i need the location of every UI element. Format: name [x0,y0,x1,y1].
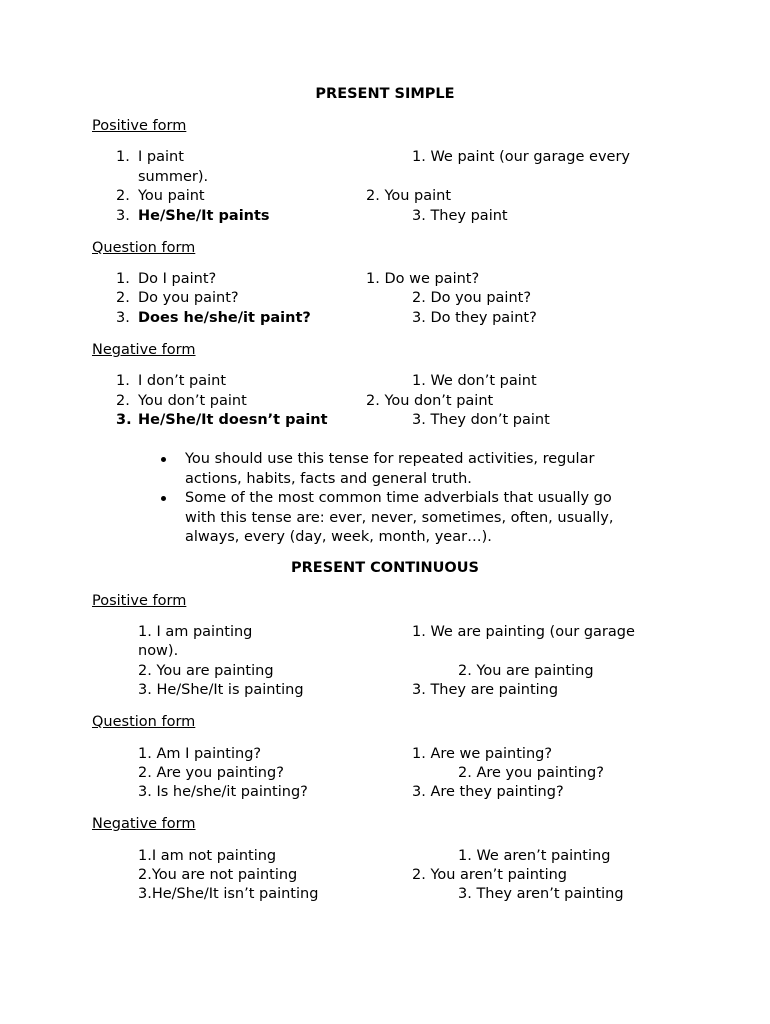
present-simple-title: PRESENT SIMPLE [315,86,455,102]
ps-note-1-line-1: You should use this tense for repeated activities, regular [185,451,595,467]
ps-pos-plur-3: 3. They paint [412,208,508,224]
pc-q-sing-3: 3. Is he/she/it painting? [138,784,308,800]
ps-pos-num-1: 1. [116,149,130,165]
ps-q-num-3: 3. [116,310,130,326]
ps-pos-plur-1: 1. We paint (our garage every [412,149,630,165]
ps-q-plur-1: 1. Do we paint? [366,271,480,287]
ps-negative-heading: Negative form [92,342,196,358]
pc-q-sing-1: 1. Am I painting? [138,746,262,762]
pc-pos-plur-1: 1. We are painting (our garage [412,624,635,640]
ps-question-heading: Question form [92,240,196,256]
ps-q-sing-3: Does he/she/it paint? [138,310,311,326]
ps-q-sing-2: Do you paint? [138,290,239,306]
ps-note-1-line-2: actions, habits, facts and general truth. [185,471,472,487]
pc-q-plur-2: 2. Are you painting? [458,765,604,781]
ps-n-plur-2: 2. You don’t paint [366,393,494,409]
ps-pos-plur-2: 2. You paint [366,188,452,204]
ps-n-num-3: 3. [116,412,132,428]
ps-n-sing-1: I don’t paint [138,373,227,389]
ps-q-plur-2: 2. Do you paint? [412,290,532,306]
pc-pos-sing-2: 2. You are painting [138,663,274,679]
bullet-icon [161,496,166,501]
ps-pos-sing-2: You paint [138,188,205,204]
bullet-icon [161,457,166,462]
pc-q-plur-3: 3. Are they painting? [412,784,564,800]
pc-pos-plur-2: 2. You are painting [458,663,594,679]
ps-note-2-line-2: with this tense are: ever, never, sometimes, often, usually, [185,510,614,526]
pc-n-plur-2: 2. You aren’t painting [412,867,568,883]
ps-n-num-1: 1. [116,373,130,389]
ps-positive-heading: Positive form [92,118,187,134]
ps-note-2-line-3: always, every (day, week, month, year…). [185,529,492,545]
pc-positive-heading: Positive form [92,593,187,609]
ps-n-sing-2: You don’t paint [138,393,247,409]
pc-pos-sing-3: 3. He/She/It is painting [138,682,304,698]
pc-pos-plur-3: 3. They are painting [412,682,559,698]
ps-pos-sing-3: He/She/It paints [138,208,270,224]
ps-q-num-1: 1. [116,271,130,287]
pc-question-heading: Question form [92,714,196,730]
ps-pos-sing-1-cont: summer). [138,169,209,185]
present-continuous-title: PRESENT CONTINUOUS [291,560,479,576]
ps-n-sing-3: He/She/It doesn’t paint [138,412,328,428]
pc-q-sing-2: 2. Are you painting? [138,765,284,781]
ps-n-plur-3: 3. They don’t paint [412,412,550,428]
ps-pos-num-3: 3. [116,208,130,224]
pc-n-plur-1: 1. We aren’t painting [458,848,611,864]
ps-n-plur-1: 1. We don’t paint [412,373,537,389]
pc-n-sing-1: 1.I am not painting [138,848,277,864]
ps-q-sing-1: Do I paint? [138,271,217,287]
pc-pos-sing-1: 1. I am painting [138,624,253,640]
ps-n-num-2: 2. [116,393,130,409]
pc-n-sing-2: 2.You are not painting [138,867,298,883]
pc-n-plur-3: 3. They aren’t painting [458,886,624,902]
ps-pos-sing-1: I paint [138,149,184,165]
pc-q-plur-1: 1. Are we painting? [412,746,553,762]
pc-n-sing-3: 3.He/She/It isn’t painting [138,886,319,902]
ps-q-plur-3: 3. Do they paint? [412,310,537,326]
ps-note-2-line-1: Some of the most common time adverbials that usually go [185,490,612,506]
ps-q-num-2: 2. [116,290,130,306]
pc-pos-sing-1-cont: now). [138,643,179,659]
pc-negative-heading: Negative form [92,816,196,832]
ps-pos-num-2: 2. [116,188,130,204]
